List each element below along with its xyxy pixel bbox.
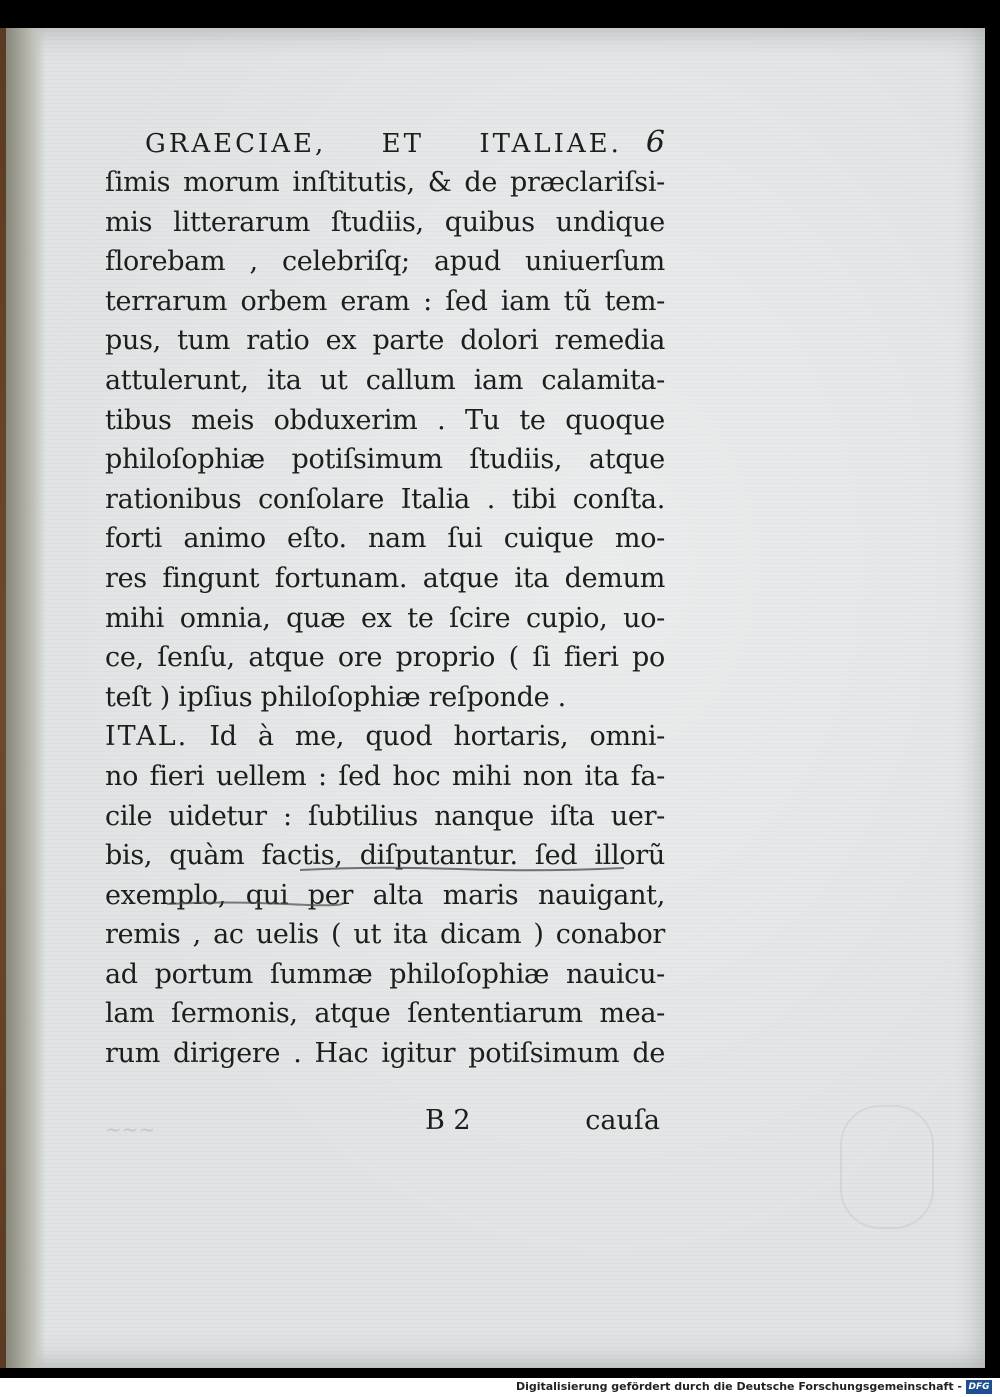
funding-credit: Digitalisierung gefördert durch die Deutsche Forschungsgemeinschaft - xyxy=(515,1380,962,1393)
text-line: ce, ſenſu, atque ore proprio ( ſi fieri po xyxy=(105,642,665,674)
text-line: ad portum ſummæ philoſophiæ nauicu- xyxy=(105,958,665,990)
page-text-block xyxy=(105,123,665,1074)
text-line: terrarum orbem eram : ſed iam tũ tem- xyxy=(105,285,665,317)
text-line: lam ſermonis, atque ſententiarum mea- xyxy=(105,998,665,1030)
show-through-ornament xyxy=(840,1105,934,1229)
text-line: attulerunt, ita ut callum iam calamita- xyxy=(105,364,665,396)
running-title: GRAECIAE, ET ITALIAE. xyxy=(145,129,622,159)
show-through-text: ~~~ xyxy=(105,1117,156,1141)
speaker-text: Id à me, quod hortaris, omni- xyxy=(209,721,665,753)
binding-edge xyxy=(0,28,6,1368)
text-line: philoſophiæ potiſsimum ſtudiis, atque xyxy=(105,444,665,476)
digitization-footer xyxy=(0,1378,1000,1397)
text-line: mis litterarum ſtudiis, quibus undique xyxy=(105,206,665,238)
text-line: rum dirigere . Hac igitur potiſsimum de xyxy=(105,1038,665,1070)
text-line: remis , ac uelis ( ut ita dicam ) conabor xyxy=(105,919,665,951)
text-line: tibus meis obduxerim . Tu te quoque xyxy=(105,404,665,436)
signature-mark: B 2 xyxy=(425,1105,471,1136)
text-line: ſimis morum inſtitutis, & de præclariſsi- xyxy=(105,167,665,198)
text-line: florebam , celebriſq; apud uniuerſum xyxy=(105,246,665,278)
text-line: exemplo, qui per alta maris nauigant, xyxy=(105,879,665,911)
text-line: res fingunt fortunam. atque ita demum xyxy=(105,562,665,594)
catchword: cauſa xyxy=(585,1105,660,1136)
dfg-logo-icon: DFG xyxy=(966,1380,992,1394)
text-line: bis, quàm factis, diſputantur. ſed illorũ xyxy=(105,840,665,872)
text-line-with-speaker xyxy=(105,717,665,757)
speaker-label: ITAL. xyxy=(105,721,189,753)
text-line: forti animo eſto. nam ſui cuique mo- xyxy=(105,523,665,555)
text-line: cile uidetur : ſubtilius nanque iſta uer- xyxy=(105,800,665,832)
text-line: mihi omnia, quæ ex te ſcire cupio, uo- xyxy=(105,602,665,634)
text-line: no fieri uellem : ſed hoc mihi non ita fa- xyxy=(105,760,665,792)
text-line: pus, tum ratio ex parte dolori remedia xyxy=(105,325,665,357)
running-header xyxy=(105,123,665,163)
text-line: rationibus conſolare Italia . tibi conſta. xyxy=(105,483,665,515)
page-footer-row xyxy=(105,1105,665,1149)
text-line: teſt ) ipſius philoſophiæ reſponde . xyxy=(105,681,566,713)
folio-number: 6 xyxy=(645,125,665,160)
page-gutter-shadow xyxy=(0,28,46,1368)
